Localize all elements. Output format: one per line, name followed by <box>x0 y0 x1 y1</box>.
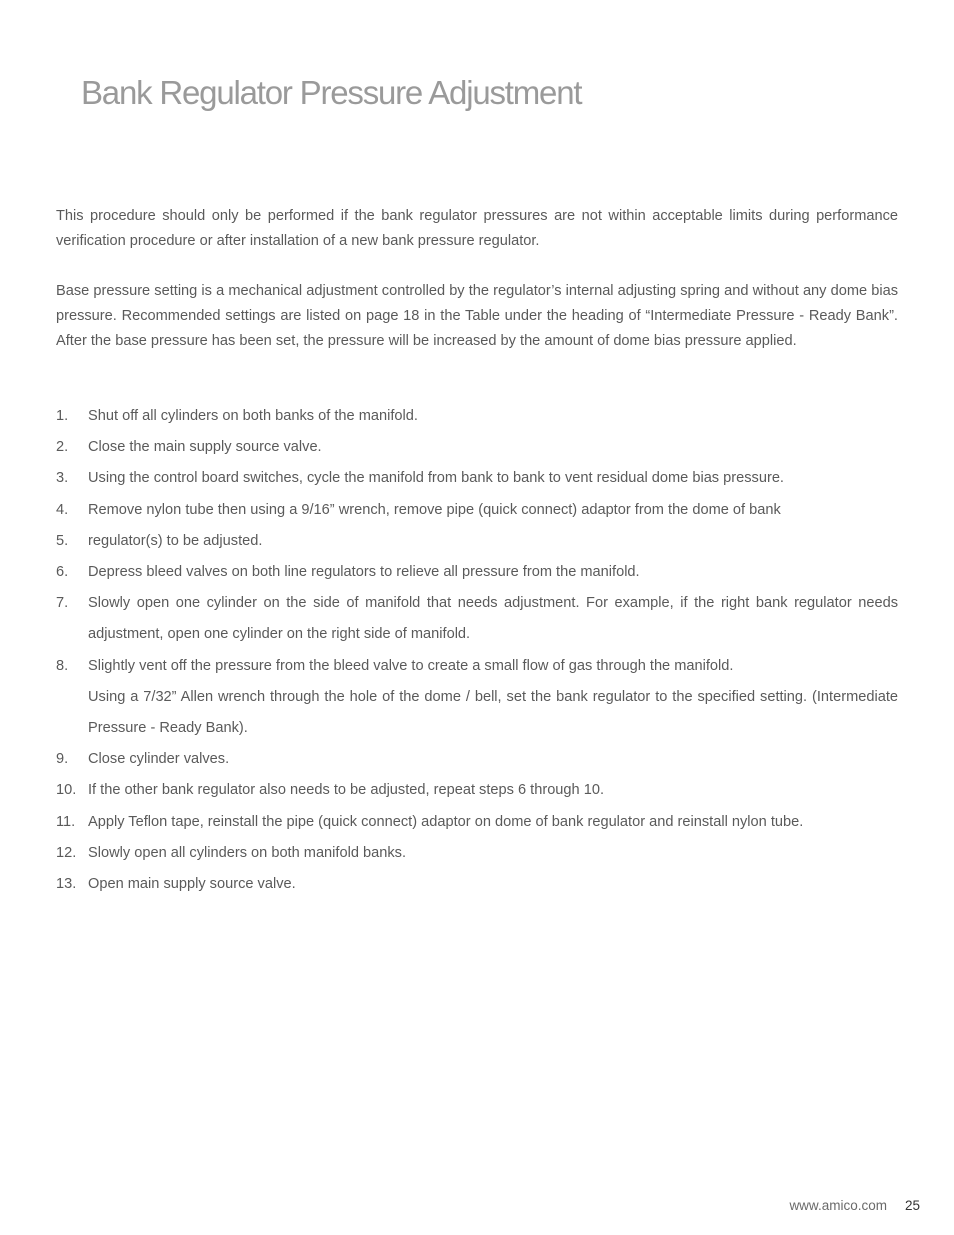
step-number: 3. <box>56 470 69 487</box>
step-item <box>56 588 898 650</box>
step-number: 11. <box>56 813 76 830</box>
step-text: Remove nylon tube then using a 9/16” wrench, remove pipe (quick connect) adaptor from the dome of bank <box>88 501 781 518</box>
step-item <box>56 807 898 838</box>
step-text: Slowly open one cylinder on the side of manifold that needs adjustment. For example, if the right bank regulator needs adjustment, open one cylinder on the right side of manifold. <box>88 595 898 643</box>
step-item <box>56 869 898 900</box>
footer-website: www.amico.com <box>789 1198 887 1213</box>
step-item <box>56 682 898 744</box>
step-item <box>56 401 898 432</box>
step-number: 7. <box>56 595 69 612</box>
step-item <box>56 651 898 682</box>
step-number: 2. <box>56 439 69 456</box>
step-item <box>56 526 898 557</box>
step-item <box>56 432 898 463</box>
step-number: 8. <box>56 657 69 674</box>
step-number: 12. <box>56 844 77 861</box>
settings-paragraph: Base pressure setting is a mechanical adjustment controlled by the regulator’s internal adjusting spring and without any dome bias pressure. Recommended settings are listed on page 18 in the Table under the heading of “Intermediate Pressure - Ready Bank”. After the base pressure has been set, the pressure will be increased by the amount of dome bias pressure applied. <box>56 283 898 349</box>
step-text: Slightly vent off the pressure from the bleed valve to create a small flow of gas through the manifold. <box>88 657 734 674</box>
step-text: Using a 7/32” Allen wrench through the hole of the dome / bell, set the bank regulator to the specified setting. (Intermediate Pressure - Ready Bank). <box>88 688 898 737</box>
step-number: 9. <box>56 751 69 768</box>
step-text: Slowly open all cylinders on both manifold banks. <box>88 844 406 861</box>
step-text: Close cylinder valves. <box>88 751 230 768</box>
step-number: 13. <box>56 876 77 893</box>
step-text: Apply Teflon tape, reinstall the pipe (quick connect) adaptor on dome of bank regulator and reinstall nylon tube. <box>88 813 804 830</box>
step-text: Shut off all cylinders on both banks of the manifold. <box>88 408 418 424</box>
step-number: 6. <box>56 564 69 581</box>
step-number: 4. <box>56 501 69 518</box>
step-text: Open main supply source valve. <box>88 876 296 893</box>
step-number: 1. <box>56 408 69 424</box>
step-text: If the other bank regulator also needs to be adjusted, repeat steps 6 through 10. <box>88 782 604 799</box>
step-item <box>56 463 898 494</box>
page-number: 25 <box>904 1198 920 1213</box>
step-text: Depress bleed valves on both line regulators to relieve all pressure from the manifold. <box>88 564 640 581</box>
step-item <box>56 557 898 588</box>
step-item <box>56 838 898 869</box>
step-item <box>56 495 898 526</box>
page-footer <box>789 1198 920 1213</box>
step-item <box>56 775 898 806</box>
intro-paragraph: This procedure should only be performed if the bank regulator pressures are not within acceptable limits during performance verification procedure or after installation of a new bank pressure regulator. <box>56 208 898 249</box>
step-number: 10. <box>56 782 77 799</box>
step-text: Using the control board switches, cycle the manifold from bank to bank to vent residual dome bias pressure. <box>88 470 784 487</box>
page-title: Bank Regulator Pressure Adjustment <box>81 74 582 111</box>
step-item <box>56 744 898 775</box>
step-text: regulator(s) to be adjusted. <box>88 532 263 549</box>
step-text: Close the main supply source valve. <box>88 439 322 456</box>
procedure-steps <box>56 401 898 900</box>
step-number: 5. <box>56 532 69 549</box>
